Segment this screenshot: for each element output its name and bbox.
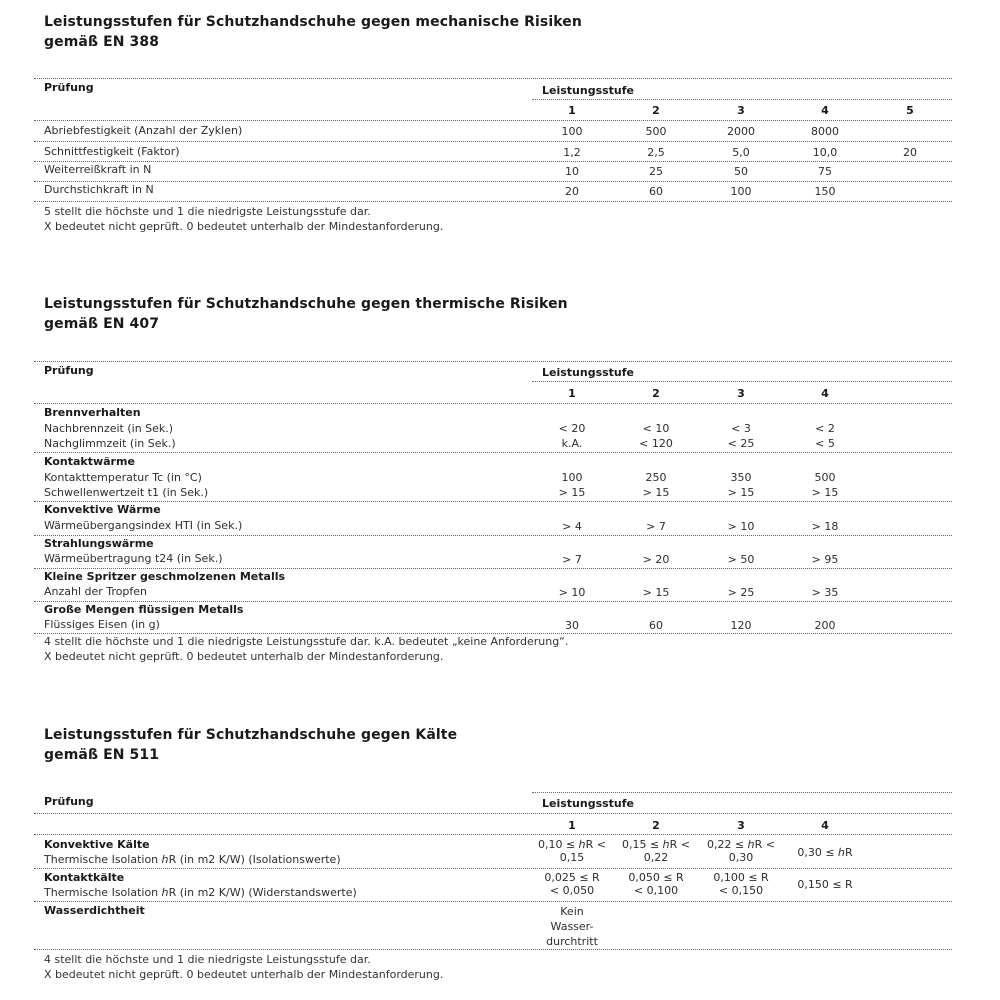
footnote-line: 4 stellt die höchste und 1 die niedrigste Leistungsstufe dar. — [44, 953, 371, 966]
col-leistungsstufe: Leistungsstufe — [542, 797, 635, 810]
table-cell: > 15 — [642, 486, 670, 499]
table-cell: 100 — [730, 185, 752, 198]
table-cell: 20 — [903, 146, 917, 159]
table-cell: 250 — [645, 471, 667, 484]
table-cell: > 7 — [562, 553, 582, 566]
level-4: 4 — [821, 387, 829, 400]
section-title-en511 — [44, 725, 457, 765]
table-cell: 0,30 ≤ ℎR — [797, 846, 853, 859]
table-cell: k.A. — [561, 437, 583, 450]
table-cell: 50 — [734, 165, 748, 178]
table-cell: 75 — [818, 165, 832, 178]
level-4: 4 — [821, 819, 829, 832]
table-cell: 0,100 ≤ R < 0,150 — [713, 871, 769, 897]
table-cell: 20 — [565, 185, 579, 198]
table-cell: > 4 — [562, 520, 582, 533]
table-cell: 60 — [649, 185, 663, 198]
level-2: 2 — [652, 104, 660, 117]
table-cell: 100 — [561, 471, 583, 484]
footnote-line: 5 stellt die höchste und 1 die niedrigste Leistungsstufe dar. — [44, 205, 371, 218]
table-cell: < 3 — [731, 422, 751, 435]
level-5: 5 — [906, 104, 914, 117]
title-line-1: Leistungsstufen für Schutzhandschuhe gegen thermische Risiken — [44, 296, 568, 312]
level-3: 3 — [737, 819, 745, 832]
col-leistungsstufe: Leistungsstufe — [542, 366, 635, 379]
level-2: 2 — [652, 387, 660, 400]
row-label: Wärmeübertragung t24 (in Sek.) — [44, 552, 223, 565]
table-cell: 200 — [814, 619, 836, 632]
title-line-2: gemäß EN 388 — [44, 34, 160, 50]
footnote-line: X bedeutet nicht geprüft. 0 bedeutet unterhalb der Mindestanforderung. — [44, 968, 444, 981]
level-2: 2 — [652, 819, 660, 832]
table-cell: > 15 — [642, 586, 670, 599]
table-cell: 8000 — [811, 125, 839, 138]
table-cell: 10,0 — [812, 146, 838, 159]
table-cell: 1,2 — [563, 146, 581, 159]
table-cell: 500 — [814, 471, 836, 484]
table-cell: 150 — [814, 185, 836, 198]
table-cell: > 15 — [558, 486, 586, 499]
table-cell: < 10 — [642, 422, 670, 435]
table-cell: > 7 — [646, 520, 666, 533]
title-line-1: Leistungsstufen für Schutzhandschuhe gegen Kälte — [44, 727, 458, 743]
table-cell: 0,10 ≤ ℎR < 0,15 — [537, 838, 607, 864]
level-3: 3 — [737, 387, 745, 400]
table-cell: 5,0 — [732, 146, 750, 159]
col-pruefung: Prüfung — [44, 364, 94, 377]
table-cell: 2,5 — [647, 146, 665, 159]
table-cell: 25 — [649, 165, 663, 178]
table-cell: 500 — [645, 125, 667, 138]
table-cell: 0,150 ≤ R — [797, 878, 853, 891]
col-leistungsstufe: Leistungsstufe — [542, 84, 635, 97]
title-line-2: gemäß EN 407 — [44, 316, 160, 332]
table-cell: < 2 — [815, 422, 835, 435]
footnote-line: 4 stellt die höchste und 1 die niedrigste Leistungsstufe dar. k.A. bedeutet „keine Anforderung“. — [44, 635, 569, 648]
col-pruefung: Prüfung — [44, 795, 94, 808]
footnote-line: X bedeutet nicht geprüft. 0 bedeutet unterhalb der Mindestanforderung. — [44, 650, 444, 663]
table-cell: Kein Wasser- durchtritt — [546, 905, 598, 948]
row-label: Wärmeübergangsindex HTI (in Sek.) — [44, 519, 243, 532]
level-1: 1 — [568, 104, 576, 117]
table-footnote — [44, 634, 568, 664]
table-cell: < 120 — [639, 437, 673, 450]
title-line-1: Leistungsstufen für Schutzhandschuhe gegen mechanische Risiken — [44, 14, 582, 30]
table-cell: 100 — [561, 125, 583, 138]
row-label: Flüssiges Eisen (in g) — [44, 618, 160, 631]
row-label: Kontakttemperatur Tc (in °C) — [44, 471, 202, 484]
row-label: Schwellenwertzeit t1 (in Sek.) — [44, 486, 209, 499]
level-4: 4 — [821, 104, 829, 117]
group-heading: Kontaktkälte — [44, 871, 125, 884]
table-cell: 0,15 ≤ ℎR < 0,22 — [621, 838, 691, 864]
row-label: Weiterreißkraft in N — [44, 163, 152, 176]
table-cell: < 25 — [727, 437, 755, 450]
group-heading: Kontaktwärme — [44, 455, 135, 468]
group-heading: Große Mengen flüssigen Metalls — [44, 603, 244, 616]
table-cell: > 25 — [727, 586, 755, 599]
table-cell: 2000 — [727, 125, 755, 138]
row-label: Nachbrennzeit (in Sek.) — [44, 422, 174, 435]
table-cell: 30 — [565, 619, 579, 632]
col-pruefung: Prüfung — [44, 81, 94, 94]
row-label: Thermische Isolation ℎR (in m2 K/W) (Widerstandswerte) — [44, 886, 357, 899]
table-cell: > 35 — [811, 586, 839, 599]
group-heading: Wasserdichtheit — [44, 904, 145, 917]
table-cell: > 10 — [727, 520, 755, 533]
footnote-line: X bedeutet nicht geprüft. 0 bedeutet unterhalb der Mindestanforderung. — [44, 220, 444, 233]
table-cell: > 95 — [811, 553, 839, 566]
row-label: Thermische Isolation ℎR (in m2 K/W) (Isolationswerte) — [44, 853, 341, 866]
group-heading: Konvektive Kälte — [44, 838, 150, 851]
section-title-en407 — [44, 294, 568, 334]
table-cell: 120 — [730, 619, 752, 632]
table-footnote — [44, 204, 443, 234]
row-label: Schnittfestigkeit (Faktor) — [44, 145, 180, 158]
group-heading: Kleine Spritzer geschmolzenen Metalls — [44, 570, 286, 583]
title-line-2: gemäß EN 511 — [44, 747, 160, 763]
table-cell: > 18 — [811, 520, 839, 533]
group-heading: Strahlungswärme — [44, 537, 154, 550]
table-cell: 0,025 ≤ R < 0,050 — [544, 871, 600, 897]
row-label: Durchstichkraft in N — [44, 183, 154, 196]
table-cell: 350 — [730, 471, 752, 484]
row-label: Abriebfestigkeit (Anzahl der Zyklen) — [44, 124, 243, 137]
table-cell: < 20 — [558, 422, 586, 435]
table-cell: > 10 — [558, 586, 586, 599]
level-3: 3 — [737, 104, 745, 117]
table-cell: 0,22 ≤ ℎR < 0,30 — [706, 838, 776, 864]
group-heading: Brennverhalten — [44, 406, 141, 419]
table-cell: > 15 — [727, 486, 755, 499]
table-cell: < 5 — [815, 437, 835, 450]
table-cell: > 20 — [642, 553, 670, 566]
table-footnote — [44, 952, 443, 982]
table-cell: > 50 — [727, 553, 755, 566]
group-heading: Konvektive Wärme — [44, 503, 161, 516]
table-cell: 10 — [565, 165, 579, 178]
level-1: 1 — [568, 819, 576, 832]
level-1: 1 — [568, 387, 576, 400]
section-title-en388 — [44, 12, 582, 52]
row-label: Anzahl der Tropfen — [44, 585, 148, 598]
table-cell: > 15 — [811, 486, 839, 499]
table-cell: 0,050 ≤ R < 0,100 — [628, 871, 684, 897]
table-cell: 60 — [649, 619, 663, 632]
row-label: Nachglimmzeit (in Sek.) — [44, 437, 176, 450]
